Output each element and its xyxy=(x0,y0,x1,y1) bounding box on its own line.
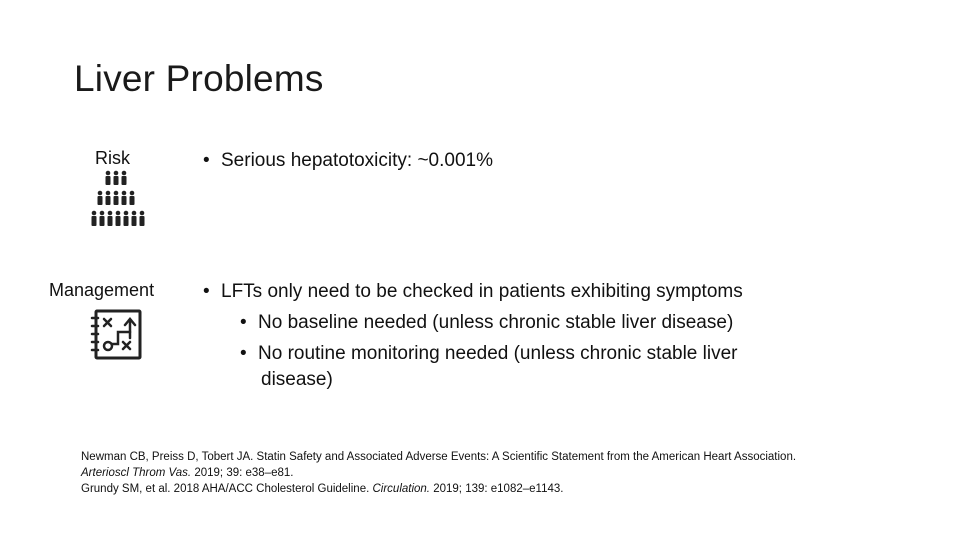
reference-2-citation: 2019; 139: e1082–e1143. xyxy=(433,483,564,495)
management-sub-bullet xyxy=(240,312,733,334)
management-label: Management xyxy=(49,280,155,300)
management-sub-bullet-continuation: disease) xyxy=(261,369,333,390)
slide-title: Liver Problems xyxy=(74,58,324,99)
management-sub-bullet-text: No routine monitoring needed (unless chronic stable liver xyxy=(258,343,738,364)
management-bullet-text: LFTs only need to be checked in patients exhibiting symptoms xyxy=(221,281,743,302)
risk-bullet-text: Serious hepatotoxicity: ~0.001% xyxy=(221,150,493,171)
management-bullet xyxy=(203,281,743,303)
reference-2 xyxy=(81,481,821,497)
risk-bullet xyxy=(203,150,493,172)
management-sub-bullet xyxy=(240,343,737,365)
references xyxy=(81,449,821,497)
bullet-marker: • xyxy=(240,312,247,333)
reference-1 xyxy=(81,449,821,481)
reference-1-journal: Arterioscl Throm Vas. xyxy=(81,467,192,479)
bullet-marker: • xyxy=(203,281,210,302)
risk-label: Risk xyxy=(95,148,130,168)
strategy-plan-icon xyxy=(90,308,144,362)
reference-1-citation: 2019; 39: e38–e81. xyxy=(194,467,294,479)
reference-2-journal: Circulation. xyxy=(372,483,431,495)
bullet-marker: • xyxy=(240,343,247,364)
people-group-icon xyxy=(90,170,146,232)
management-sub-bullet-text: No baseline needed (unless chronic stable liver disease) xyxy=(258,312,734,333)
reference-1-authors: Newman CB, Preiss D, Tobert JA. Statin Safety and Associated Adverse Events: A Scientific Statement from the American Heart Association. xyxy=(81,451,797,463)
bullet-marker: • xyxy=(203,150,210,171)
reference-2-authors: Grundy SM, et al. 2018 AHA/ACC Cholesterol Guideline. xyxy=(81,483,370,495)
